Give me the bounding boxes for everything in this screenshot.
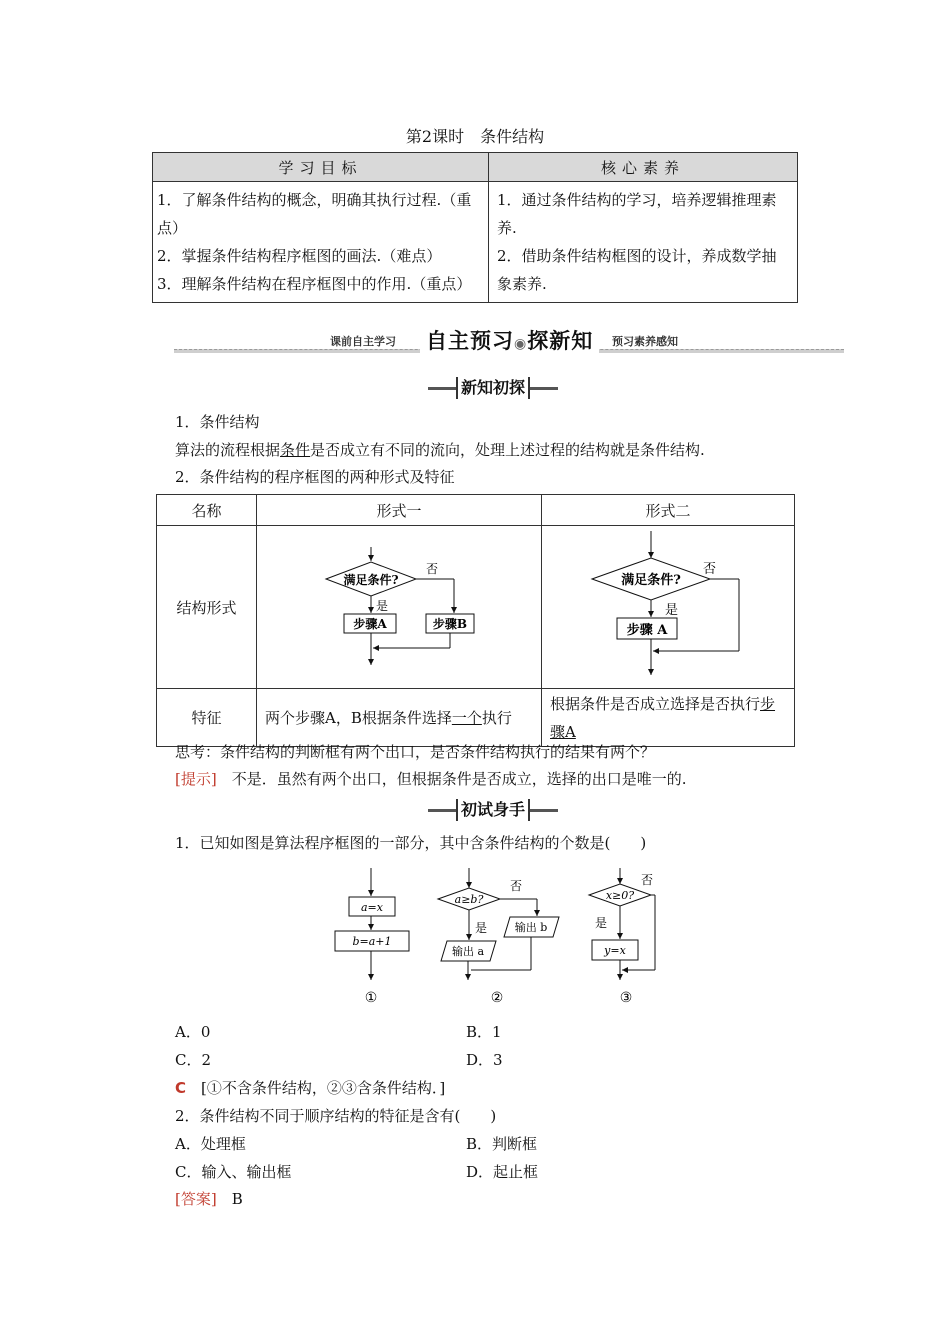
q1-answer-line bbox=[175, 1077, 445, 1098]
flowchart-2-svg bbox=[543, 527, 793, 683]
step-a-label: 步骤A bbox=[353, 617, 387, 631]
definition-text bbox=[175, 439, 705, 460]
question-1: 1．已知如图是算法程序框图的一部分，其中含条件结构的个数是( ) bbox=[175, 834, 647, 852]
literacy-header: 核心素养 bbox=[489, 153, 798, 182]
fig3-number: ③ bbox=[619, 990, 633, 1006]
forms-header-name: 名称 bbox=[157, 495, 257, 526]
feature-form-2 bbox=[542, 689, 795, 747]
hint-text: 不是．虽然有两个出口，但根据条件是否成立，选择的出口是唯一的. bbox=[231, 770, 687, 788]
q2-option-a: A．处理框 bbox=[175, 1135, 246, 1153]
section-band bbox=[174, 327, 844, 357]
row-label-structure: 结构形式 bbox=[157, 526, 257, 689]
definition-pre: 算法的流程根据 bbox=[175, 441, 281, 459]
fig2-no-label: 否 bbox=[510, 879, 523, 893]
definition-post: 是否成立有不同的流向，处理上述过程的结构就是条件结构. bbox=[310, 441, 705, 459]
fig1-number: ① bbox=[364, 990, 378, 1006]
badge-label: 新知初探 bbox=[456, 377, 530, 399]
q2-answer-line bbox=[175, 1188, 243, 1209]
fig2-number: ② bbox=[490, 990, 504, 1006]
goal-3: 3．理解条件结构在程序框图中的作用.（重点） bbox=[157, 275, 472, 293]
feature-1-underline: 一个 bbox=[451, 708, 482, 727]
think-question: 思考：条件结构的判断框有两个出口，是否条件结构执行的结果有两个？ bbox=[175, 743, 656, 761]
forms-header-1: 形式一 bbox=[257, 495, 542, 526]
page-title: 第2课时 条件结构 bbox=[405, 127, 545, 146]
section-badge-new-knowledge bbox=[428, 377, 558, 399]
band-left-label: 课前自主学习 bbox=[330, 335, 396, 348]
q2-option-d: D．起止框 bbox=[466, 1163, 539, 1181]
goals-table bbox=[152, 152, 798, 303]
decision-label: 满足条件? bbox=[621, 573, 681, 588]
q2-answer: B bbox=[231, 1190, 243, 1208]
q2-option-b: B．判断框 bbox=[466, 1135, 538, 1153]
band-right-label: 预习素养感知 bbox=[612, 335, 678, 348]
row-label-feature: 特征 bbox=[157, 689, 257, 747]
fig3-box-label: y=x bbox=[604, 944, 626, 957]
goals-header: 学习目标 bbox=[153, 153, 489, 182]
flowchart-1-svg bbox=[258, 527, 540, 683]
literacy-cell bbox=[489, 182, 798, 303]
no-label: 否 bbox=[703, 562, 717, 577]
q1-explain: [①不含条件结构，②③含条件结构．] bbox=[201, 1079, 446, 1097]
feature-2-pre: 根据条件是否成立选择是否执行 bbox=[550, 694, 761, 713]
fig2-yes-label: 是 bbox=[475, 921, 488, 935]
q1-option-a: A．0 bbox=[175, 1023, 211, 1041]
goal-1: 1．了解条件结构的概念，明确其执行过程.（重点） bbox=[157, 191, 472, 237]
forms-header-2: 形式二 bbox=[542, 495, 795, 526]
fig3-yes-label: 是 bbox=[595, 916, 608, 930]
feature-form-1 bbox=[257, 689, 542, 747]
q1-option-c: C．2 bbox=[175, 1051, 212, 1069]
decision-label: 满足条件? bbox=[343, 573, 399, 587]
fig2-diamond-label: a≥b? bbox=[454, 893, 484, 906]
section-badge-try bbox=[428, 799, 558, 821]
q2-answer-label: [答案] bbox=[175, 1190, 217, 1208]
hint-paragraph bbox=[175, 768, 687, 789]
item-2-heading: 2．条件结构的程序框图的两种形式及特征 bbox=[175, 468, 455, 486]
question-1-figures bbox=[325, 860, 685, 1010]
q1-answer: C bbox=[175, 1079, 187, 1097]
forms-table bbox=[156, 494, 795, 747]
literacy-1: 1．通过条件结构的学习，培养逻辑推理素养. bbox=[497, 191, 777, 237]
goal-2: 2．掌握条件结构程序框图的画法.（难点） bbox=[157, 247, 442, 265]
fig1-box-b-label: b=a+1 bbox=[352, 935, 392, 948]
hint-label: [提示] bbox=[175, 770, 217, 788]
goals-cell bbox=[153, 182, 489, 303]
flowchart-form-1 bbox=[257, 526, 542, 689]
step-b-label: 步骤B bbox=[432, 617, 468, 631]
yes-label: 是 bbox=[376, 599, 389, 613]
step-a-label: 步骤 A bbox=[626, 623, 668, 638]
band-title-a: 自主预习 bbox=[426, 329, 514, 353]
literacy-2: 2．借助条件结构框图的设计，养成数学抽象素养. bbox=[497, 247, 777, 293]
band-title-b: 探新知 bbox=[527, 329, 594, 353]
q2-option-c: C．输入、输出框 bbox=[175, 1163, 292, 1181]
fig3-diamond-label: x≥0? bbox=[605, 889, 635, 902]
no-label: 否 bbox=[426, 562, 439, 576]
badge-label: 初试身手 bbox=[456, 799, 530, 821]
feature-2-underline: 步骤A bbox=[550, 694, 776, 741]
item-1-heading: 1．条件结构 bbox=[175, 413, 260, 431]
band-title bbox=[420, 325, 599, 355]
definition-underline: 条件 bbox=[280, 441, 311, 459]
fig2-output-a-label: 输出 a bbox=[451, 945, 485, 958]
flowchart-form-2 bbox=[542, 526, 795, 689]
fig2-output-b-label: 输出 b bbox=[514, 921, 548, 934]
band-separator-icon: ◉ bbox=[514, 336, 528, 352]
fig3-no-label: 否 bbox=[641, 873, 654, 887]
feature-1-post: 执行 bbox=[481, 708, 512, 727]
fig1-box-a-label: a=x bbox=[361, 901, 383, 914]
feature-1-pre: 两个步骤A，B根据条件选择 bbox=[265, 708, 452, 727]
question-2: 2．条件结构不同于顺序结构的特征是含有( ) bbox=[175, 1107, 497, 1125]
q1-option-b: B．1 bbox=[466, 1023, 502, 1041]
q1-option-d: D．3 bbox=[466, 1051, 503, 1069]
yes-label: 是 bbox=[665, 603, 679, 618]
